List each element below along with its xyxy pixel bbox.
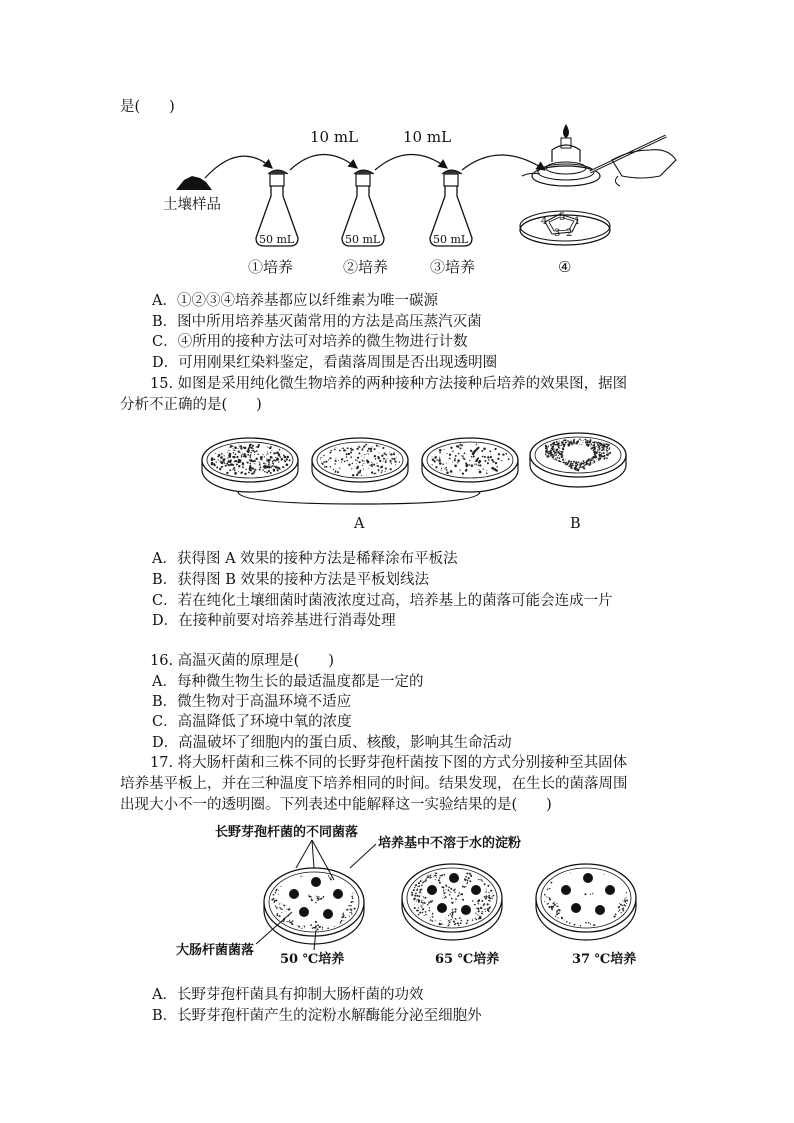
flask-1-volume: 50 mL — [259, 233, 295, 246]
q14-option-d[interactable]: D．可用刚果红染料鉴定，看菌落周围是否出现透明圈 — [152, 355, 498, 371]
q17-stem-line2: 培养基平板上，并在三种温度下培养相同的时间。结果发现，在生长的菌落周围 — [120, 776, 628, 792]
temp-65-label: 65 ℃培养 — [435, 952, 500, 967]
q16-option-b[interactable]: B．微生物对于高温环境不适应 — [152, 694, 352, 710]
step2-label: ②培养 — [343, 258, 389, 276]
bacillus-label: 长野芽孢杆菌的不同菌落 — [215, 825, 359, 840]
q15-stem-line1: 15. 如图是采用纯化微生物培养的两种接种方法接种后培养的效果图，据图 — [150, 376, 628, 392]
q14-stem-tail: 是( ) — [120, 99, 175, 115]
q16-option-a[interactable]: A．每种微生物生长的最适温度都是一定的 — [152, 674, 424, 690]
plate-label-a: A — [354, 516, 365, 532]
plate-digit: 3 — [554, 228, 561, 239]
flask-2-volume: 50 mL — [345, 233, 381, 246]
q16-option-d[interactable]: D．高温破坏了细胞内的蛋白质、核酸，影响其生命活动 — [152, 735, 512, 751]
q15-option-a[interactable]: A．获得图 A 效果的接种方法是稀释涂布平板法 — [152, 551, 458, 567]
q15-option-c[interactable]: C．若在纯化土壤细菌时菌液浓度过高，培养基上的菌落可能会连成一片 — [152, 593, 613, 609]
starch-label: 培养基中不溶于水的淀粉 — [378, 836, 522, 851]
q16-option-c[interactable]: C．高温降低了环境中氧的浓度 — [152, 714, 352, 730]
q17-stem-line1: 17. 将大肠杆菌和三株不同的长野芽孢杆菌按下图的方式分别接种至其固体 — [150, 755, 628, 771]
volume2-label: 10 mL — [403, 128, 452, 146]
volume1-label: 10 mL — [310, 128, 359, 146]
plate-digit: 5 — [559, 212, 566, 223]
plate-digit: 4 — [541, 216, 548, 227]
plate-37c — [536, 864, 636, 940]
flask-3-volume: 50 mL — [433, 233, 469, 246]
q14-option-b[interactable]: B．图中所用培养基灭菌常用的方法是高压蒸汽灭菌 — [152, 314, 482, 330]
ecoli-label: 大肠杆菌菌落 — [176, 943, 255, 958]
temp-37-label: 37 ℃培养 — [572, 952, 637, 967]
q15-option-b[interactable]: B．获得图 B 效果的接种方法是平板划线法 — [152, 572, 430, 588]
step3-label: ③培养 — [430, 258, 476, 276]
temp-50-label: 50 ℃培养 — [280, 952, 345, 967]
q15-stem-line2: 分析不正确的是( ) — [120, 397, 262, 413]
q17-option-a[interactable]: A．长野芽孢杆菌具有抑制大肠杆菌的功效 — [152, 987, 424, 1003]
q16-stem: 16. 高温灭菌的原理是( ) — [150, 653, 334, 669]
q15-option-d[interactable]: D．在接种前要对培养基进行消毒处理 — [152, 613, 396, 629]
q14-option-c[interactable]: C．④所用的接种方法可对培养的微生物进行计数 — [152, 334, 468, 350]
plate-digit: 1 — [574, 216, 581, 227]
plate-digit: 2 — [566, 228, 573, 239]
step4-label: ④ — [558, 258, 572, 276]
q17-stem-line3: 出现大小不一的透明圈。下列表述中能解释这一实验结果的是( ) — [120, 797, 552, 813]
plate-65c — [402, 864, 502, 940]
plate-50c — [264, 868, 364, 944]
step1-label: ①培养 — [248, 258, 294, 276]
soil-sample-label: 土壤样品 — [163, 197, 221, 213]
q14-option-a[interactable]: A．①②③④培养基都应以纤维素为唯一碳源 — [152, 293, 438, 309]
q17-option-b[interactable]: B．长野芽孢杆菌产生的淀粉水解酶能分泌至细胞外 — [152, 1008, 482, 1024]
plate-label-b: B — [570, 516, 581, 532]
